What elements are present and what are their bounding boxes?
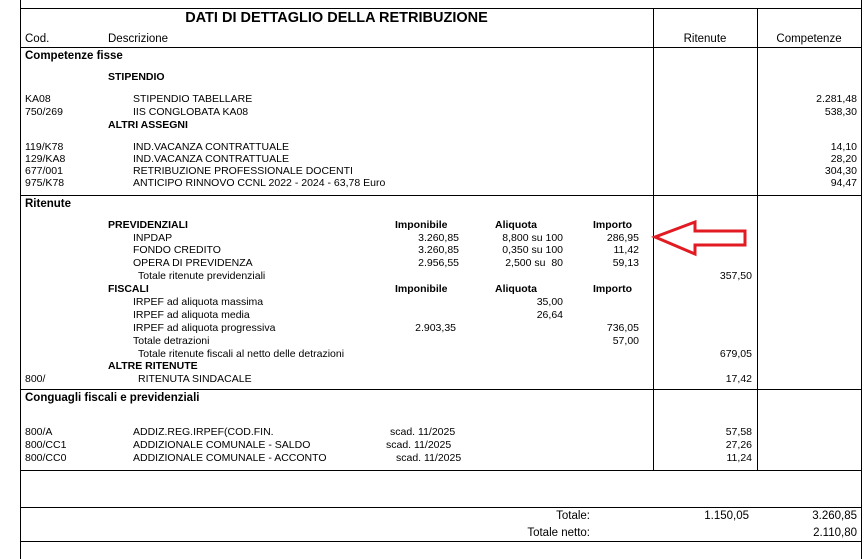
row-code: KA08 [25,93,51,105]
row-aliquota: 0,350 su 100 [502,244,563,256]
row-imponibile: 3.260,85 [418,232,459,244]
page-title: DATI DI DETTAGLIO DELLA RETRIBUZIONE [185,10,488,26]
col-imponibile: Imponibile [395,219,448,231]
totale-ritenute: 1.150,05 [704,510,749,522]
section-conguagli: Conguagli fiscali e previdenziali [25,392,200,404]
col-importo: Importo [593,283,633,295]
totale-netto: 2.110,80 [813,527,857,539]
row-imponibile: 2.903,35 [415,322,456,334]
section-competenze-fisse: Competenze fisse [25,50,123,62]
row-imponibile: 3.260,85 [418,244,459,256]
header-competenze: Competenze [776,33,842,45]
row-code: 800/CC0 [25,452,67,464]
row-code: 800/ [25,373,46,385]
row-aliquota: 2,500 su 80 [505,257,563,269]
row-description: STIPENDIO TABELLARE [133,93,253,105]
row-description: IRPEF ad aliquota progressiva [133,322,276,334]
row-aliquota: 26,64 [536,309,563,321]
row-importo: 286,95 [606,232,639,244]
row-description: IRPEF ad aliquota media [133,309,250,321]
row-ritenute: 57,58 [725,426,752,438]
totale-fiscali: 679,05 [719,348,752,360]
row-description: ADDIZIONALE COMUNALE - ACCONTO [133,452,327,464]
col-aliquota: Aliquota [495,219,537,231]
totale-competenze: 3.260,85 [812,510,857,522]
section-ritenute: Ritenute [25,198,71,210]
header-descrizione: Descrizione [108,33,169,45]
totale-netto-label: Totale netto: [527,527,590,539]
row-code: 750/269 [25,106,63,118]
row-scadenza: scad. 11/2025 [390,426,456,438]
row-description: INPDAP [133,232,173,244]
totale-label: Totale: [556,510,590,522]
totale-detrazioni: 57,00 [612,335,639,347]
row-description: ADDIZ.REG.IRPEF(COD.FIN. [133,426,274,438]
col-importo: Importo [593,219,633,231]
row-code: 800/CC1 [25,439,67,451]
row-code: 975/K78 [25,177,65,189]
totale-detrazioni-label: Totale detrazioni [133,335,210,347]
totale-previdenziali: 357,50 [719,270,752,282]
row-competenze: 94,47 [830,177,857,189]
totale-fiscali-label: Totale ritenute fiscali al netto delle detrazioni [138,348,345,360]
group-altre-ritenute: ALTRE RITENUTE [108,360,198,372]
row-description: IND.VACANZA CONTRATTUALE [133,141,289,153]
header-ritenute: Ritenute [683,33,727,45]
row-imponibile: 2.956,55 [418,257,459,269]
red-arrow-icon [650,219,750,259]
row-description: IND.VACANZA CONTRATTUALE [133,153,289,165]
row-description: ANTICIPO RINNOVO CCNL 2022 - 2024 - 63,78 Euro [133,177,386,189]
row-aliquota: 35,00 [536,296,563,308]
row-ritenute: 11,24 [726,452,752,464]
header-cod: Cod. [25,33,50,45]
row-competenze: 538,30 [824,106,857,118]
col-imponibile: Imponibile [395,283,448,295]
row-scadenza: scad. 11/2025 [386,439,452,451]
row-competenze: 304,30 [824,165,857,177]
row-ritenute: 27,26 [725,439,752,451]
row-code: 119/K78 [25,141,64,153]
row-code: 129/KA8 [25,153,66,165]
row-code: 677/001 [25,165,63,177]
row-description: IRPEF ad aliquota massima [133,296,264,308]
row-competenze: 2.281,48 [816,93,857,105]
row-scadenza: scad. 11/2025 [396,452,462,464]
row-description: RITENUTA SINDACALE [138,373,252,385]
row-competenze: 28,20 [830,153,857,165]
group-previdenziali: PREVIDENZIALI [108,219,188,231]
row-competenze: 14,10 [830,141,857,153]
totale-previdenziali-label: Totale ritenute previdenziali [138,270,266,282]
row-description: FONDO CREDITO [133,244,221,256]
group-fiscali: FISCALI [108,283,149,295]
row-description: OPERA DI PREVIDENZA [133,257,253,269]
row-aliquota: 8,800 su 100 [502,232,563,244]
row-importo: 59,13 [612,257,639,269]
row-code: 800/A [25,426,53,438]
row-description: IIS CONGLOBATA KA08 [133,106,249,118]
group-stipendio: STIPENDIO [108,71,165,83]
col-aliquota: Aliquota [495,283,537,295]
row-description: RETRIBUZIONE PROFESSIONALE DOCENTI [133,165,353,177]
group-altri-assegni: ALTRI ASSEGNI [108,119,188,131]
row-importo: 11,42 [613,244,639,256]
row-importo: 736,05 [606,322,639,334]
row-description: ADDIZIONALE COMUNALE - SALDO [133,439,311,451]
row-ritenute: 17,42 [725,373,752,385]
